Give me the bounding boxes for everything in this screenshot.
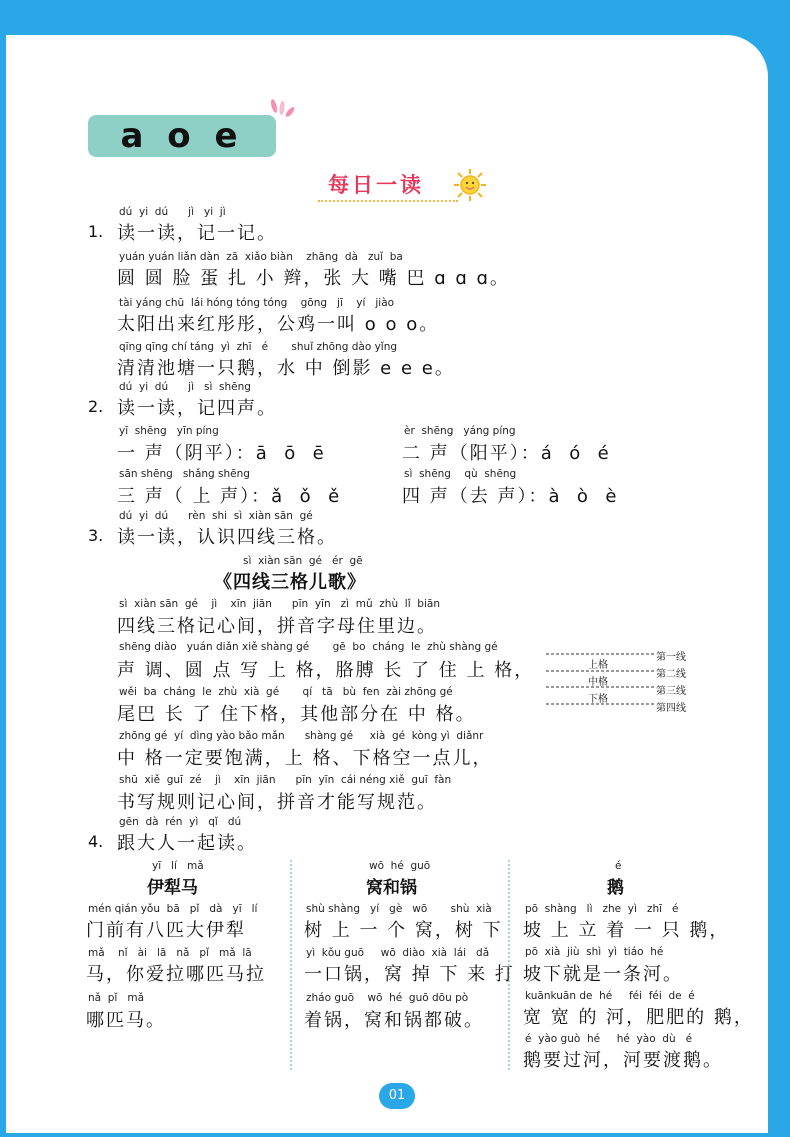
text-line: 太阳出来红彤彤，公鸡一叫 o o o。 — [117, 314, 440, 335]
pinyin-line: shù shàng yí gè wō shù xià — [306, 903, 492, 915]
lesson-title-tab — [88, 115, 276, 157]
section1-title-pinyin: dú yi dú jì yi jì — [119, 206, 226, 218]
tone-line: 二 声（阳平）：á ó é — [402, 443, 611, 464]
pinyin-line: wěi ba cháng le zhù xià gé qí tā bù fen zài zhōng gé — [119, 686, 453, 698]
text-line: 圆 圆 脸 蛋 扎 小 辫，张 大 嘴 巴 ɑ ɑ ɑ。 — [117, 268, 510, 289]
sun-icon — [453, 168, 487, 202]
pinyin-line: pō xià jiù shì yì tiáo hé — [525, 946, 664, 958]
poem-title: 窝和锅 — [366, 878, 417, 898]
text-line: 门前有八匹大伊犁 — [86, 920, 246, 941]
section4-title: 跟大人一起读。 — [117, 833, 257, 854]
pinyin-line: é yào guò hé hé yào dù é — [525, 1033, 693, 1045]
text-line: 宽 宽 的 河，肥肥的 鹅， — [523, 1007, 754, 1028]
pinyin-line: mǎ nǐ ài lā nǎ pǐ mǎ lā — [88, 947, 252, 959]
pinyin-line: qīng qīng chí táng yì zhī é shuǐ zhōng dào yǐng — [119, 341, 398, 353]
tone-line: 一 声（阴平）：ā ō ē — [117, 443, 326, 464]
section4-title-pinyin: gēn dà rén yì qǐ dú — [119, 816, 242, 828]
sprout-icon — [268, 96, 298, 120]
song-title-pinyin: sì xiàn sān gé ér gē — [243, 555, 363, 567]
grid-zone-label: 下格 — [588, 694, 608, 705]
text-line: 鹅要过河，河要渡鹅。 — [523, 1050, 723, 1071]
section2-number: 2. — [88, 397, 104, 416]
grid-line-label: 第二线 — [656, 669, 686, 680]
poem-title-pinyin: wō hé guō — [369, 860, 431, 872]
text-line: 一口锅，窝 掉 下 来 打 — [304, 964, 515, 985]
tone-pinyin: yī shēng yīn píng — [119, 425, 219, 437]
tone-pinyin: sì shēng qù shēng — [404, 468, 517, 480]
tone-pinyin: èr shēng yáng píng — [404, 425, 516, 437]
text-line: 坡下就是一条河。 — [523, 964, 683, 985]
section1-number: 1. — [88, 222, 104, 241]
text-line: 坡 上 立 着 一 只 鹅， — [523, 920, 730, 941]
poem-title: 鹅 — [607, 878, 624, 898]
four-line-grid-diagram — [546, 650, 686, 714]
section4-number: 4. — [88, 832, 104, 851]
text-line: 四线三格记心间，拼音字母住里边。 — [117, 616, 437, 637]
tone-pinyin: sān shēng shǎng shēng — [119, 468, 250, 480]
page-number: 01 — [379, 1083, 415, 1109]
pinyin-line: kuānkuān de hé féi féi de é — [525, 990, 695, 1002]
pinyin-line: mén qián yǒu bā pǐ dà yī lí — [88, 903, 258, 915]
section2-title: 读一读，记四声。 — [117, 398, 277, 419]
pinyin-line: pō shàng lì zhe yì zhī é — [525, 903, 679, 915]
text-line: 着锅，窝和锅都破。 — [304, 1010, 484, 1031]
pinyin-line: shū xiě guī zé jì xīn jiān pīn yīn cái néng xiě guī fàn — [119, 774, 452, 786]
poem-title-pinyin: yī lí mǎ — [152, 860, 204, 872]
pinyin-line: tài yáng chū lái hóng tóng tóng gōng jī yí jiào — [119, 297, 395, 309]
text-line: 清清池塘一只鹅，水 中 倒影 e e e。 — [117, 358, 455, 379]
poem-title-pinyin: é — [615, 860, 622, 872]
text-line: 树 上 一 个 窝，树 下 — [304, 920, 503, 941]
text-line: 尾巴 长 了 住下格，其他部分在 中 格。 — [117, 704, 476, 725]
text-line: 声 调、圆 点 写 上 格，胳膊 长 了 住 上 格， — [117, 660, 535, 681]
lesson-title: a o e — [120, 116, 244, 156]
section2-title-pinyin: dú yi dú jì sì shēng — [119, 381, 251, 393]
text-line: 马，你爱拉哪匹马拉 — [86, 964, 266, 985]
tone-line: 四 声（去 声）：à ò è — [402, 486, 619, 507]
section3-number: 3. — [88, 526, 104, 545]
section1-title: 读一读，记一记。 — [117, 223, 277, 244]
text-line: 哪匹马。 — [86, 1010, 166, 1031]
grid-zone-label: 中格 — [588, 677, 608, 688]
pinyin-line: shēng diào yuán diǎn xiě shàng gé gē bo cháng le zhù shàng gé — [119, 641, 498, 653]
pinyin-line: nǎ pǐ mǎ — [88, 992, 145, 1004]
song-title: 《四线三格儿歌》 — [214, 572, 366, 593]
daily-reading-title: 每日一读 — [328, 173, 424, 197]
pinyin-line: zhōng gé yí dìng yào bǎo mǎn shàng gé xià gé kòng yì diǎnr — [119, 730, 484, 742]
text-line: 中 格一定要饱满，上 格、下格空一点儿， — [117, 748, 493, 769]
grid-line-label: 第三线 — [656, 686, 686, 697]
section3-title: 读一读，认识四线三格。 — [117, 527, 337, 548]
title-underline — [318, 200, 458, 202]
pinyin-line: sì xiàn sān gé jì xīn jiān pīn yīn zì mǔ zhù lǐ biān — [119, 598, 440, 610]
section3-title-pinyin: dú yi dú rèn shi sì xiàn sān gé — [119, 510, 313, 522]
pinyin-line: yuán yuán liǎn dàn zā xiǎo biàn zhāng dà zuǐ ba — [119, 251, 403, 263]
pinyin-line: zháo guō wō hé guō dōu pò — [306, 992, 469, 1004]
poem-title: 伊犁马 — [147, 878, 198, 898]
text-line: 书写规则记心间，拼音才能写规范。 — [117, 792, 437, 813]
grid-zone-label: 上格 — [588, 660, 608, 671]
tone-line: 三 声（ 上 声）：ǎ ǒ ě — [117, 486, 342, 507]
grid-line-label: 第一线 — [656, 652, 686, 663]
column-divider — [290, 860, 292, 1070]
grid-line-label: 第四线 — [656, 703, 686, 714]
pinyin-line: yì kǒu guō wō diào xià lái dǎ — [306, 947, 490, 959]
